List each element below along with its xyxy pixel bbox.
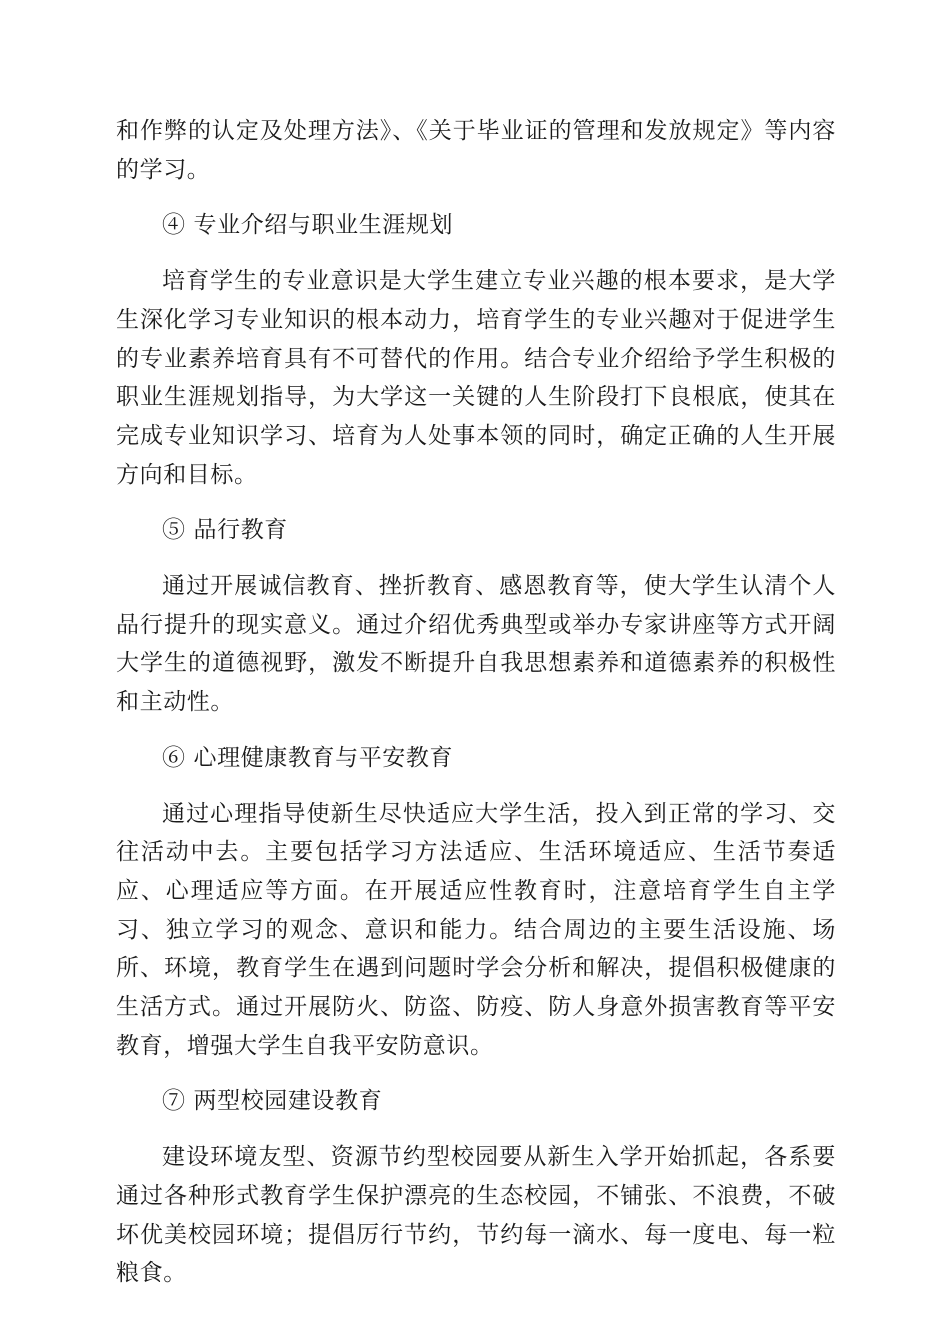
paragraph-continued: 和作弊的认定及处理方法》、《关于毕业证的管理和发放规定》等内容的学习。 xyxy=(116,118,836,183)
paragraph-mental-health: 通过心理指导使新生尽快适应大学生活，投入到正常的学习、交往活动中去。主要包括学习方法适应、生活环境适应、生活节奏适应、心理适应等方面。在开展适应性教育时，注意培育学生自主学习、独立学习的观念、意识和能力。结合周边的主要生活设施、场所、环境，教育学生在遇到问题时学会分析和解决，提倡积极健康的生活方式。通过开展防火、防盗、防疫、防人身意外损害教育等平安教育，增强大学生自我平安防意识。 xyxy=(116,800,836,1059)
section-heading-conduct: ⑤ 品行教育 xyxy=(162,517,288,544)
paragraph-campus: 建设环境友型、资源节约型校园要从新生入学开始抓起，各系要通过各种形式教育学生保护漂亮的生态校园，不铺张、不浪费，不破坏优美校园环境；提倡厉行节约，节约每一滴水、每一度电、每一粒粮食。 xyxy=(116,1144,836,1287)
document-body xyxy=(116,112,836,1293)
paragraph-conduct: 通过开展诚信教育、挫折教育、感恩教育等，使大学生认清个人品行提升的现实意义。通过介绍优秀典型或举办专家讲座等方式开阔大学生的道德视野，激发不断提升自我思想素养和道德素养的积极性和主动性。 xyxy=(116,573,836,716)
section-heading-mental-health: ⑥ 心理健康教育与平安教育 xyxy=(162,744,454,771)
section-heading-major-intro: ④ 专业介绍与职业生涯规划 xyxy=(162,212,454,239)
section-heading-campus: ⑦ 两型校园建设教育 xyxy=(162,1088,383,1115)
paragraph-major-intro: 培育学生的专业意识是大学生建立专业兴趣的根本要求，是大学生深化学习专业知识的根本动力，培育学生的专业兴趣对于促进学生的专业素养培育具有不可替代的作用。结合专业介绍给予学生积极的职业生涯规划指导，为大学这一关键的人生阶段打下良根底，使其在完成专业知识学习、培育为人处事本领的同时，确定正确的人生开展方向和目标。 xyxy=(116,268,836,488)
